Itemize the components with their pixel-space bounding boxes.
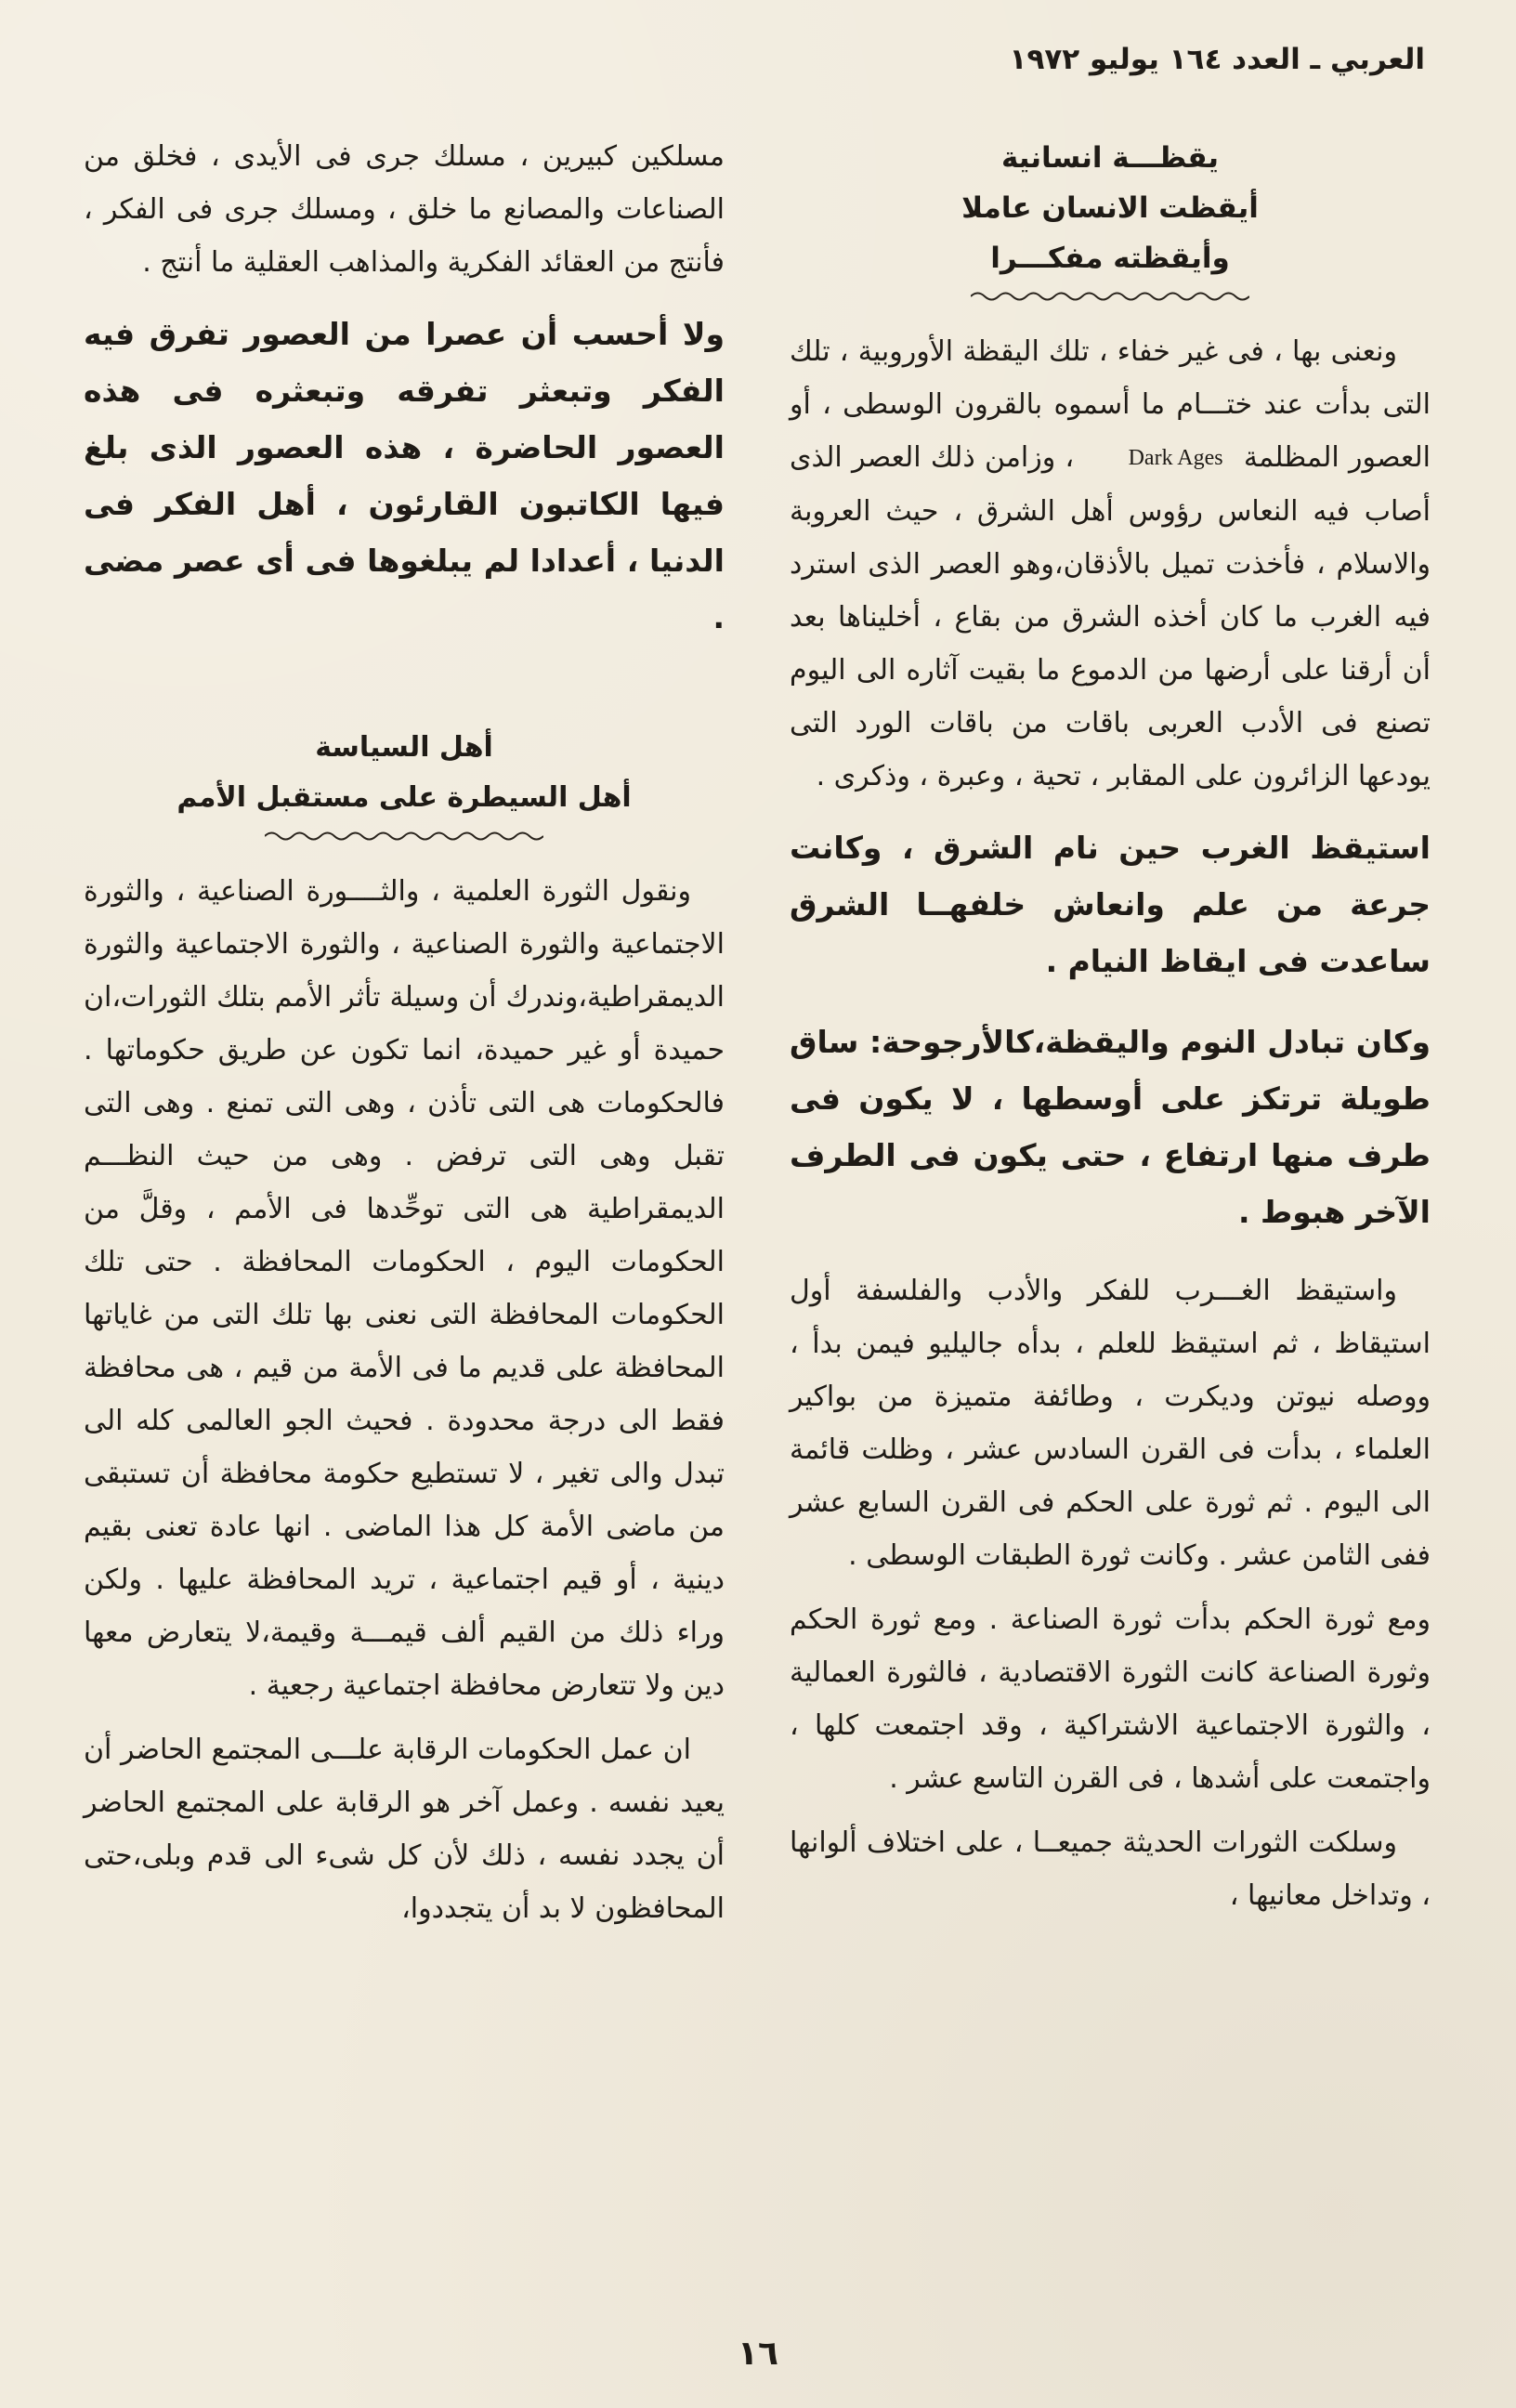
right-paragraph-1-part-b: ، وزامن ذلك العصر الذى أصاب فيه النعاس رؤوس أهل الشرق ، حيث العروبة والاسلام ، فأخذت تميل بالأذقان،وهو العصر الذى استرد فيه الغرب ما كان أخذه الشرق من بقاع ، أخليناها بعد أن أرقنا على أرضها من الدموع ما بقيت آثاره الى اليوم تصنع فى الأدب العربى باقات من باقات الورد التى يودعها الزائرون على المقابر ، تحية ، وعبرة ، وذكرى . bbox=[790, 441, 1431, 792]
heading-wave-divider-right bbox=[971, 290, 1249, 303]
right-heading-line-2: أيقظت الانسان عاملا bbox=[961, 191, 1259, 225]
left-paragraph-1: مسلكين كبيرين ، مسلك جرى فى الأيدى ، فخلق من الصناعات والمصانع ما خلق ، ومسلك جرى فى الفكر ، فأنتج من العقائد الفكرية والمذاهب العقلية ما أنتج . bbox=[84, 140, 725, 279]
dark-ages-gloss: Dark Ages bbox=[1128, 446, 1223, 470]
right-paragraph-1-part-a: ونعنى بها ، فى غير خفاء ، تلك اليقظة الأوروبية ، تلك التى بدأت عند ختـــام ما أسموه بالقرون الوسطى ، أو العصور المظلمة bbox=[790, 335, 1431, 474]
heading-wave-divider-left bbox=[265, 830, 543, 843]
left-paragraph-2: ونقول الثورة العلمية ، والثــــورة الصناعية ، والثورة الاجتماعية والثورة الصناعية ، والثورة الاجتماعية والثورة الديمقراطية،وندرك أن وسيلة تأثر الأمم بتلك الثورات،ان حميدة أو غير حميدة، انما تكون عن طريق حكوماتها . فالحكومات هى التى تأذن ، وهى التى تمنع . وهى التى تقبل وهى التى ترفض . وهى من حيث النظـــم الديمقراطية هى التى توحِّدها فى الأمم ، وقلَّ من الحكومات اليوم ، الحكومات المحافظة . حتى تلك الحكومات المحافظة التى نعنى بها تلك التى من غاياتها المحافظة على قديم ما فى الأمة من قيم ، هى محافظة فقط الى درجة محدودة . فحيث الجو العالمى كله الى تبدل والى تغير ، لا تستطيع حكومة محافظة أن تستبقى من ماضى الأمة كل هذا الماضى . انها عادة تعنى بقيم دينية ، أو قيم اجتماعية ، تريد المحافظة عليها . ولكن وراء ذلك من القيم ألف قيمـــة وقيمة،لا يتعارض معها دين ولا تتعارض محافظة اجتماعية رجعية . bbox=[84, 875, 725, 1702]
left-paragraph-3: ان عمل الحكومات الرقابة علـــى المجتمع الحاضر أن يعيد نفسه . وعمل آخر هو الرقابة على المجتمع الحاضر أن يجدد نفسه ، ذلك لأن كل شىء الى قدم وبلى،حتى المحافظون لا بد أن يتجددوا، bbox=[84, 1734, 725, 1925]
right-bold-quote-2: وكان تبادل النوم واليقظة،كالأرجوحة: ساق طويلة ترتكز على أوسطها ، لا يكون فى طرف منها ارتفاع ، حتى يكون فى الطرف الآخر هبوط . bbox=[790, 1024, 1431, 1230]
right-paragraph-2: واستيقظ الغـــرب للفكر والأدب والفلسفة أول استيقاظ ، ثم استيقظ للعلم ، بدأه جاليليو فيمن بدأ ، ووصله نيوتن وديكرت ، وطائفة متميزة من بواكير العلماء ، بدأت فى القرن السادس عشر ، وظلت قائمة الى اليوم . ثم ثورة على الحكم فى القرن السابع عشر ففى الثامن عشر . وكانت ثورة الطبقات الوسطى . bbox=[790, 1275, 1431, 1572]
running-head: العربي ـ العدد ١٦٤ يوليو ١٩٧٢ bbox=[1009, 43, 1425, 76]
right-column bbox=[790, 130, 1431, 1933]
right-heading-line-1: يقظـــة انسانية bbox=[1000, 141, 1220, 175]
right-bold-quote-1: استيقظ الغرب حين نام الشرق ، وكانت جرعة من علم وانعاش خلفهــا الشرق ساعدت فى ايقاظ النيام . bbox=[790, 830, 1431, 979]
left-heading-line-2: أهل السيطرة على مستقبل الأمم bbox=[176, 781, 632, 814]
right-paragraph-3: ومع ثورة الحكم بدأت ثورة الصناعة . ومع ثورة الحكم وثورة الصناعة كانت الثورة الاقتصادية ، فالثورة العمالية ، والثورة الاجتماعية الاشتراكية ، وقد اجتمعت كلها ، واجتمعت على أشدها ، فى القرن التاسع عشر . bbox=[790, 1603, 1431, 1795]
right-paragraph-4: وسلكت الثورات الحديثة جميعــا ، على اختلاف ألوانها ، وتداخل معانيها ، bbox=[790, 1826, 1431, 1912]
right-heading-line-3: وأيقظته مفكـــرا bbox=[990, 242, 1230, 275]
left-bold-quote-1: ولا أحسب أن عصرا من العصور تفرق فيه الفكر وتبعثر تفرقه وتبعثره فى هذه العصور الحاضرة ، هذه العصور الذى بلغ فيها الكاتبون القارئون ، أهل الفكر فى الدنيا ، أعدادا لم يبلغوها فى أى عصر مضى . bbox=[84, 316, 725, 635]
section-gap bbox=[84, 670, 725, 720]
left-column bbox=[84, 130, 725, 1946]
left-heading-line-1: أهل السياسة bbox=[315, 731, 493, 764]
right-paragraph-1 bbox=[790, 325, 1431, 803]
page-number: ١٦ bbox=[738, 2335, 778, 2373]
